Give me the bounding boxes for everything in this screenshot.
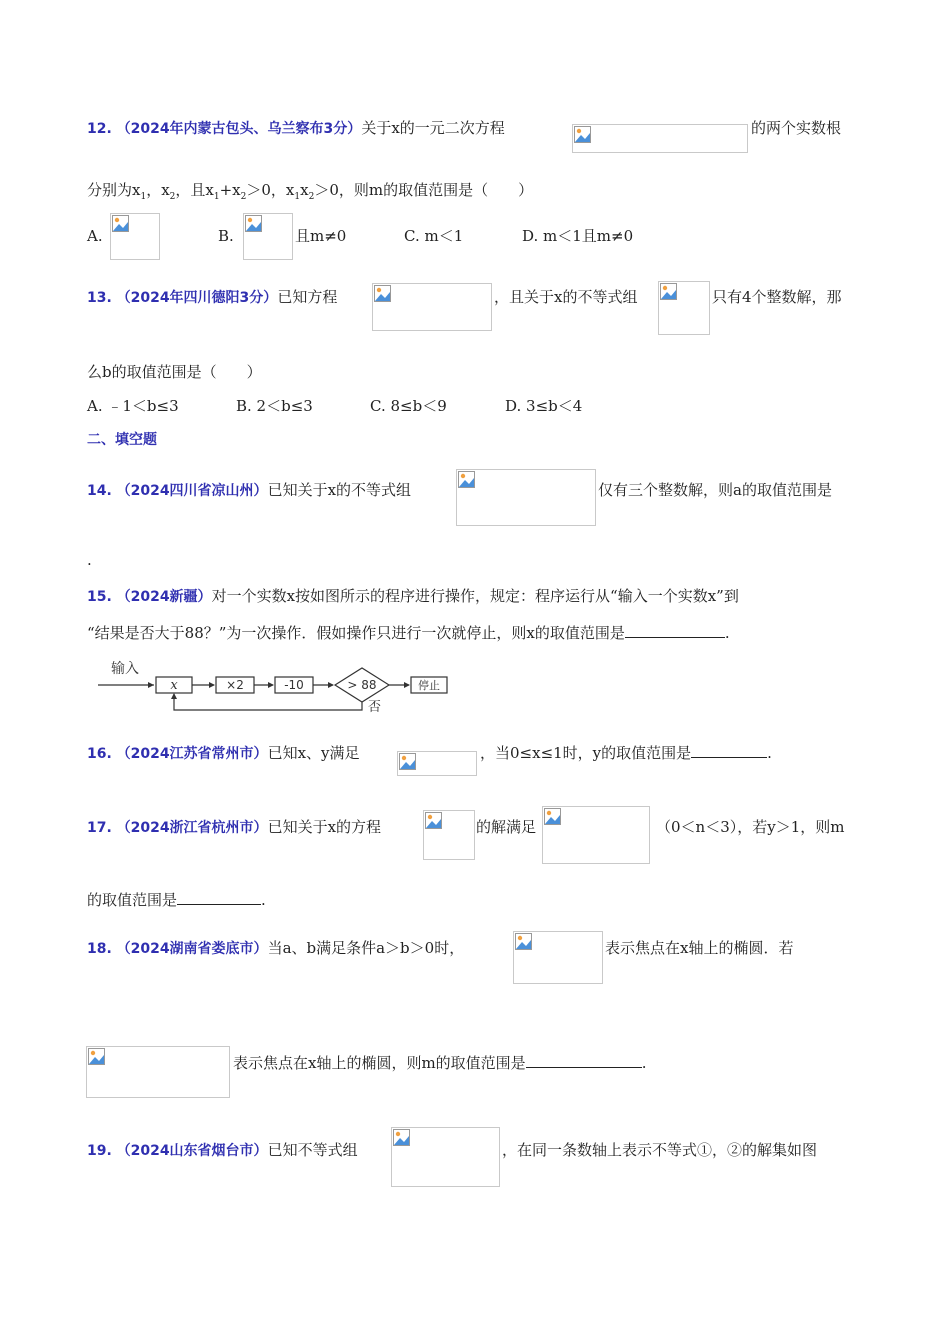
q13-line2: 么b的取值范围是（ ） bbox=[87, 363, 262, 381]
q15-line2-text: “结果是否大于88？”为一次操作．假如操作只进行一次就停止，则x的取值范围是 bbox=[87, 624, 625, 642]
answer-blank[interactable] bbox=[177, 890, 261, 905]
q12-l2e: ＞0，x bbox=[246, 181, 295, 199]
q13-text-mid: ，且关于x的不等式组 bbox=[494, 288, 638, 306]
q15-line2-end: . bbox=[724, 624, 730, 642]
q13-option-c: C. 8≤b＜9 bbox=[370, 397, 447, 415]
q14-line2: . bbox=[87, 551, 92, 569]
flow-input-label: 输入 bbox=[111, 661, 139, 677]
q12-line1 bbox=[87, 118, 505, 139]
flow-arrowhead bbox=[268, 682, 274, 688]
q12-l2g: ＞0，则m的取值范围是（ ） bbox=[314, 181, 534, 199]
q17-condition-image bbox=[542, 806, 650, 864]
q12-option-a-image bbox=[110, 213, 160, 260]
flow-multiply-label: ×2 bbox=[226, 678, 244, 692]
broken-image-icon bbox=[88, 1048, 105, 1065]
flow-arrowhead bbox=[328, 682, 334, 688]
broken-image-icon bbox=[393, 1129, 410, 1146]
broken-image-icon bbox=[515, 933, 532, 950]
q13-text-tail: 只有4个整数解，那 bbox=[712, 288, 842, 306]
flow-decision-label: > 88 bbox=[347, 678, 377, 692]
q18-line1 bbox=[87, 938, 464, 959]
q17-end: . bbox=[261, 891, 266, 909]
q18-line2 bbox=[233, 1053, 646, 1073]
answer-blank[interactable] bbox=[625, 623, 725, 638]
q16-line1 bbox=[87, 743, 360, 764]
q12-l2d: +x bbox=[219, 181, 241, 199]
q12-sub: 1 bbox=[294, 192, 301, 202]
q12-option-d: D. m＜1且m≠0 bbox=[522, 227, 634, 245]
q15-flowchart bbox=[96, 658, 450, 714]
flow-arrowhead bbox=[209, 682, 215, 688]
q13-source: （2024年四川德阳3分） bbox=[116, 290, 278, 306]
q14-inequality-image bbox=[456, 469, 596, 526]
broken-image-icon bbox=[399, 753, 416, 770]
q13-option-d: D. 3≤b＜4 bbox=[505, 397, 583, 415]
q16-text: 已知x、y满足 bbox=[267, 744, 360, 762]
q18-second-ellipse-image bbox=[86, 1046, 230, 1098]
q16-equation-image bbox=[397, 751, 477, 776]
q17-text: 已知关于x的方程 bbox=[267, 818, 382, 836]
broken-image-icon bbox=[112, 215, 129, 232]
q15-line1 bbox=[87, 586, 739, 607]
q15-line2 bbox=[87, 623, 730, 643]
q16-text-tail bbox=[480, 743, 772, 763]
q16-end: . bbox=[767, 744, 772, 762]
q14-source: （2024四川省凉山州） bbox=[116, 483, 268, 499]
q15-source: （2024新疆） bbox=[116, 589, 212, 605]
q19-source: （2024山东省烟台市） bbox=[116, 1143, 268, 1159]
q12-option-a: A. bbox=[87, 227, 103, 245]
q12-text-tail: 的两个实数根 bbox=[751, 119, 842, 137]
flow-subtract-label: -10 bbox=[284, 678, 304, 692]
q12-option-b-image bbox=[243, 213, 293, 260]
q13-text: 已知方程 bbox=[277, 288, 338, 306]
q19-text-tail: ，在同一条数轴上表示不等式①，②的解集如图 bbox=[502, 1141, 818, 1159]
q12-sub: 1 bbox=[140, 192, 147, 202]
q15-text: 对一个实数x按如图所示的程序进行操作，规定：程序运行从“输入一个实数x”到 bbox=[211, 587, 739, 605]
q12-equation-image bbox=[572, 124, 748, 153]
q17-equation-image bbox=[423, 810, 475, 860]
q13-equation-image bbox=[372, 283, 492, 331]
broken-image-icon bbox=[245, 215, 262, 232]
q12-option-c: C. m＜1 bbox=[404, 227, 464, 245]
q19-number: 19. bbox=[87, 1143, 112, 1159]
q12-l2a: 分别为x bbox=[87, 181, 141, 199]
answer-blank[interactable] bbox=[526, 1053, 642, 1068]
q12-l2b: ，x bbox=[146, 181, 170, 199]
q12-sub: 1 bbox=[213, 192, 220, 202]
q17-source: （2024浙江省杭州市） bbox=[116, 820, 268, 836]
q17-number: 17. bbox=[87, 820, 112, 836]
q14-text: 已知关于x的不等式组 bbox=[267, 481, 412, 499]
q12-source: （2024年内蒙古包头、乌兰察布3分） bbox=[116, 121, 362, 137]
broken-image-icon bbox=[544, 808, 561, 825]
flow-arrowhead bbox=[171, 693, 177, 699]
q12-sub: 2 bbox=[240, 192, 247, 202]
q17-text-mid: 的解满足 bbox=[476, 818, 537, 836]
q12-l2c: ，且x bbox=[175, 181, 214, 199]
flow-loop-arrow bbox=[174, 694, 362, 710]
q13-option-a: A. ﹣1＜b≤3 bbox=[87, 397, 179, 415]
q18-number: 18. bbox=[87, 941, 112, 957]
q19-line1 bbox=[87, 1140, 358, 1161]
flow-arrowhead bbox=[148, 682, 154, 688]
section-heading: 二、填空题 bbox=[87, 432, 157, 448]
q14-number: 14. bbox=[87, 483, 112, 499]
q12-line2 bbox=[87, 180, 533, 207]
q18-text-tail: 表示焦点在x轴上的椭圆．若 bbox=[605, 939, 794, 957]
q16-number: 16. bbox=[87, 746, 112, 762]
q12-l2f: x bbox=[300, 181, 309, 199]
q13-inequality-image bbox=[658, 281, 710, 335]
broken-image-icon bbox=[374, 285, 391, 302]
q12-number: 12. bbox=[87, 121, 112, 137]
q18-source: （2024湖南省娄底市） bbox=[116, 941, 268, 957]
q12-option-b: B. bbox=[218, 227, 234, 245]
q13-number: 13. bbox=[87, 290, 112, 306]
q17-text-tail: （0＜n＜3），若y＞1，则m bbox=[656, 818, 845, 836]
flow-x-label: x bbox=[170, 678, 178, 693]
q16-source: （2024江苏省常州市） bbox=[116, 746, 268, 762]
q19-text: 已知不等式组 bbox=[267, 1141, 358, 1159]
q17-line2 bbox=[87, 890, 266, 910]
q18-ellipse-image bbox=[513, 931, 603, 984]
answer-blank[interactable] bbox=[691, 743, 767, 758]
q18-line2-text: 表示焦点在x轴上的椭圆，则m的取值范围是 bbox=[233, 1054, 526, 1072]
q12-option-b-tail: 且m≠0 bbox=[295, 227, 347, 245]
q13-line1 bbox=[87, 287, 337, 308]
q17-line2-text: 的取值范围是 bbox=[87, 891, 178, 909]
q12-sub: 2 bbox=[169, 192, 176, 202]
flow-no-label: 否 bbox=[368, 700, 382, 714]
q12-sub: 2 bbox=[308, 192, 315, 202]
flow-stop-label: 停止 bbox=[418, 679, 440, 692]
broken-image-icon bbox=[660, 283, 677, 300]
broken-image-icon bbox=[425, 812, 442, 829]
q12-text: 关于x的一元二次方程 bbox=[361, 119, 505, 137]
q19-inequality-image bbox=[391, 1127, 500, 1187]
q15-number: 15. bbox=[87, 589, 112, 605]
broken-image-icon bbox=[458, 471, 475, 488]
broken-image-icon bbox=[574, 126, 591, 143]
q14-line1 bbox=[87, 480, 411, 501]
q14-text-tail: 仅有三个整数解，则a的取值范围是 bbox=[598, 481, 832, 499]
q18-end: . bbox=[641, 1054, 647, 1072]
q17-line1 bbox=[87, 817, 381, 838]
q13-option-b: B. 2＜b≤3 bbox=[236, 397, 313, 415]
flow-arrowhead bbox=[404, 682, 410, 688]
q18-text: 当a、b满足条件a＞b＞0时， bbox=[267, 939, 465, 957]
q16-tail: ，当0≤x≤1时，y的取值范围是 bbox=[480, 744, 692, 762]
